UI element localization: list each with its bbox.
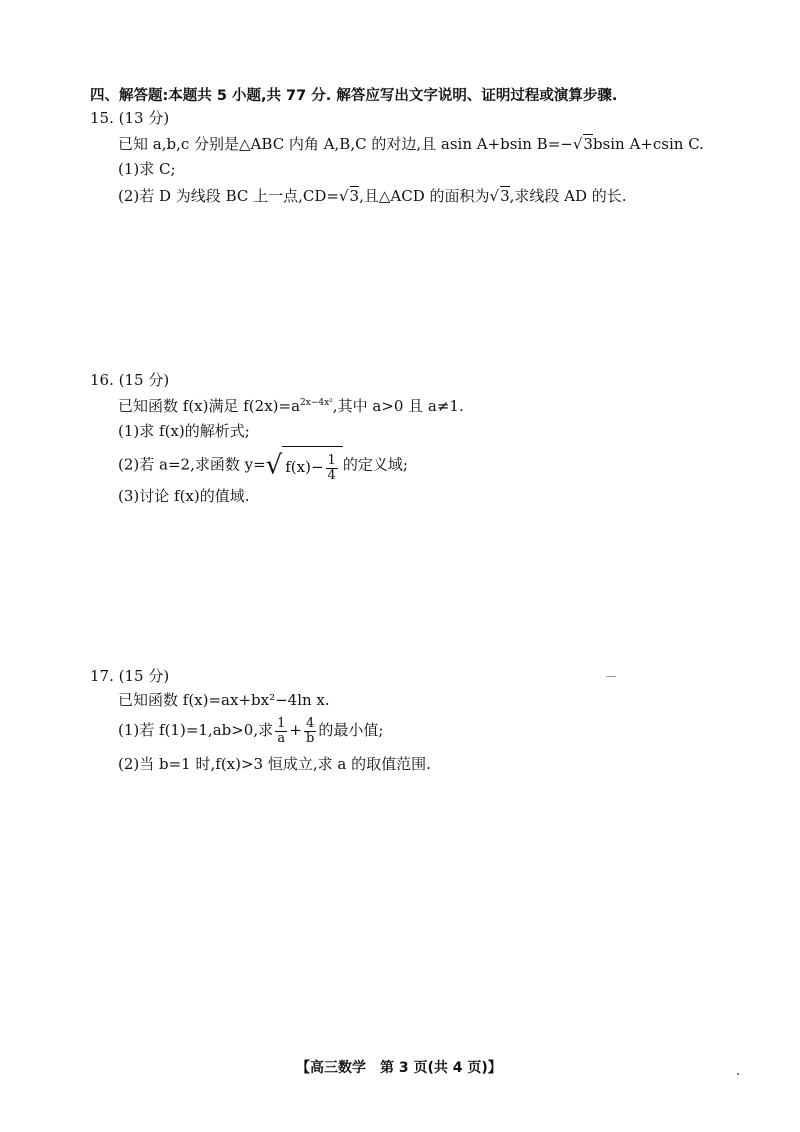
sqrt-symbol: √: [572, 135, 583, 153]
sqrt-symbol: √: [265, 450, 283, 481]
question-15-stem: [118, 134, 704, 154]
q15-stem-part-b: bsin A+csin C.: [592, 135, 704, 153]
fraction-denominator: b: [305, 730, 315, 746]
q15-p2-part-a: (2)若 D 为线段 BC 上一点,CD=: [118, 187, 339, 205]
question-15-part-2: [118, 186, 627, 206]
scan-mark: [606, 676, 616, 677]
fraction: [275, 717, 287, 746]
fraction-denominator: a: [277, 730, 286, 746]
question-16-stem: [118, 396, 464, 416]
q16-stem-part-a: 已知函数 f(x)满足 f(2x)=a: [118, 397, 301, 415]
q15-p2-part-b: ,且△ACD 的面积为: [359, 187, 490, 205]
fraction: [326, 454, 338, 483]
q16-p2-part-b: 的定义域;: [342, 455, 408, 474]
sqrt-symbol: √: [489, 187, 500, 205]
fraction-numerator: 4: [304, 717, 316, 732]
question-17-header: 17. (15 分): [90, 667, 170, 685]
question-16-part-3: (3)讨论 f(x)的值域.: [118, 487, 250, 505]
question-15-part-1: (1)求 C;: [118, 160, 176, 178]
question-15-header: 15. (13 分): [90, 109, 170, 127]
q15-stem-part-a: 已知 a,b,c 分别是△ABC 内角 A,B,C 的对边,且 asin A+bsin B=−: [118, 135, 573, 153]
q15-p2-sqrt-1: 3: [349, 187, 360, 205]
question-16-part-2: [118, 446, 408, 485]
question-17-part-2: (2)当 b=1 时,f(x)>3 恒成立,求 a 的取值范围.: [118, 755, 431, 773]
q16-p2-part-a: (2)若 a=2,求函数 y=: [118, 455, 266, 474]
q17-p1-part-b: 的最小值;: [318, 721, 384, 739]
scan-dot: [737, 1073, 739, 1075]
fraction-denominator: 4: [327, 467, 336, 483]
q16-p2-inner: f(x)−: [285, 458, 324, 476]
q15-p2-sqrt-2: 3: [500, 187, 510, 205]
fraction-numerator: 1: [327, 452, 336, 468]
section-title: 四、解答题:本题共 5 小题,共 77 分. 解答应写出文字说明、证明过程或演算步骤.: [90, 88, 618, 104]
plus-sign: +: [289, 721, 302, 739]
q16-stem-part-b: ,其中 a>0 且 a≠1.: [332, 397, 464, 415]
q15-p2-part-c: ,求线段 AD 的长.: [509, 187, 627, 205]
q16-exponent: 2x−4x²: [300, 398, 333, 408]
question-17-stem: 已知函数 f(x)=ax+bx²−4ln x.: [118, 691, 330, 709]
question-17-part-1: [118, 712, 383, 748]
sqrt-symbol: √: [338, 187, 349, 205]
question-16-part-1: (1)求 f(x)的解析式;: [118, 422, 250, 440]
fraction: [304, 717, 316, 746]
q15-stem-sqrt: 3: [583, 135, 593, 153]
q17-p1-part-a: (1)若 f(1)=1,ab>0,求: [118, 721, 274, 739]
page-footer: 【高三数学 第 3 页(共 4 页)】: [296, 1060, 502, 1076]
fraction-numerator: 1: [277, 715, 286, 731]
radical-expression: [266, 446, 343, 485]
question-16-header: 16. (15 分): [90, 371, 170, 389]
